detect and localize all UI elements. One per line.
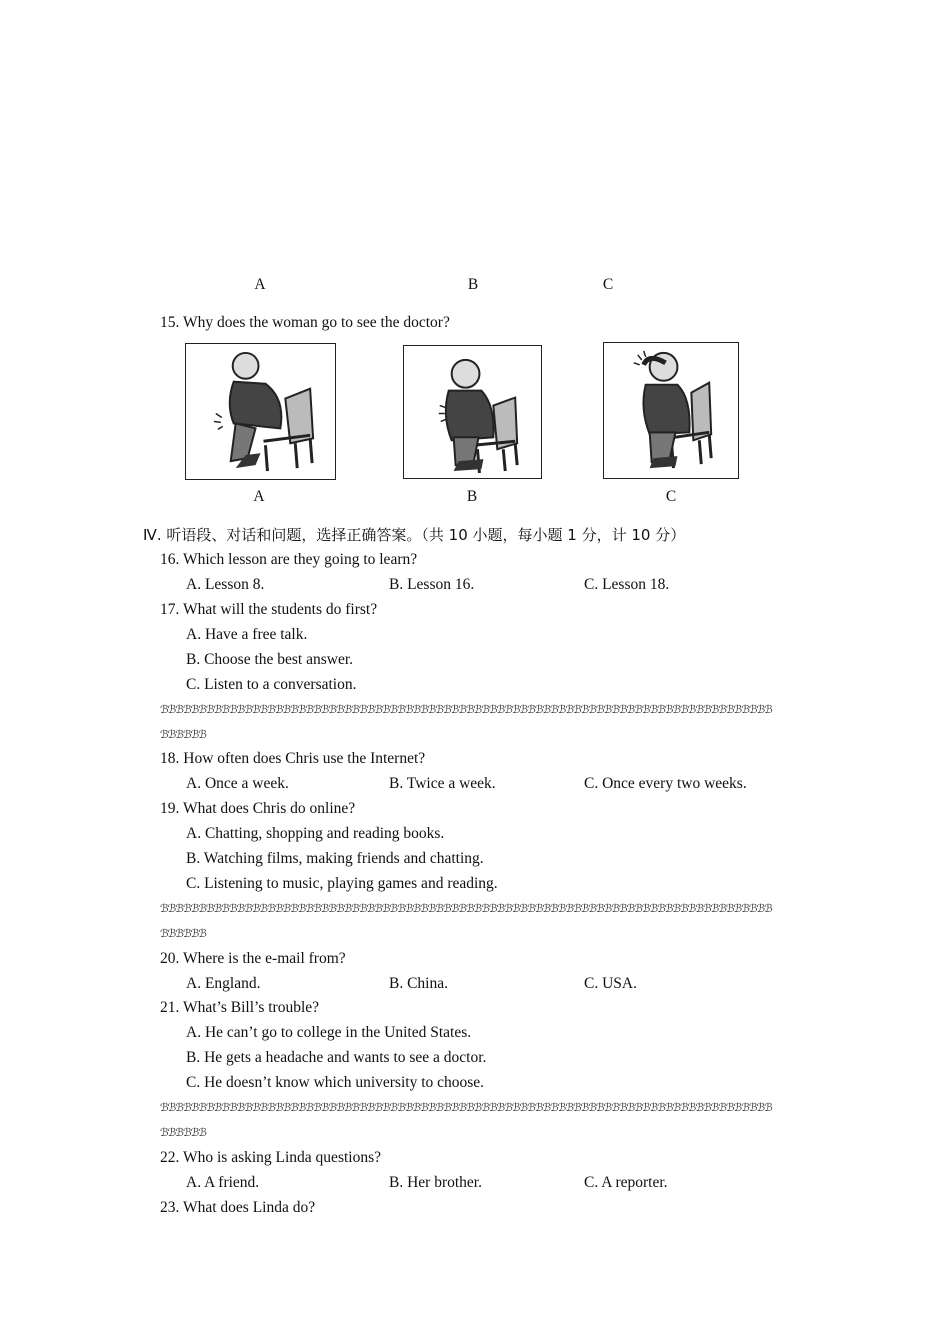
question-18: 18. How often does Chris use the Internet? [160,750,426,767]
option-18-b: B. Twice a week. [389,775,496,792]
option-20-b: B. China. [389,975,448,992]
question-19: 19. What does Chris do online? [160,800,356,817]
option-17-a: A. Have a free talk. [186,626,308,643]
option-17-b: B. Choose the best answer. [186,651,354,668]
separator-line: ℬℬℬℬℬℬℬℬℬℬℬℬℬℬℬℬℬℬℬℬℬℬℬℬℬℬℬℬℬℬℬℬℬℬℬℬℬℬℬℬℬℬℬℬℬℬℬℬℬℬℬℬℬℬℬℬℬℬℬℬℬℬℬℬℬℬℬℬℬℬℬℬℬℬℬℬℬℬℬℬ [160,704,772,716]
top-label-a: A [254,276,266,293]
separator-line-tail: ℬℬℬℬℬℬ [160,1127,206,1139]
option-16-b: B. Lesson 16. [389,576,475,593]
separator-line-tail: ℬℬℬℬℬℬ [160,729,206,741]
woman-knee-pain-icon [185,343,336,480]
option-16-c: C. Lesson 18. [584,576,670,593]
option-20-c: C. USA. [584,975,637,992]
separator-line-tail: ℬℬℬℬℬℬ [160,928,206,940]
section-4-heading: Ⅳ. 听语段、对话和问题，选择正确答案。（共 10 小题，每小题 1 分，计 10 分） [143,526,686,544]
option-21-c: C. He doesn’t know which university to choose. [186,1074,485,1091]
option-19-b: B. Watching films, making friends and chatting. [186,850,484,867]
option-21-a: A. He can’t go to college in the United States. [186,1024,472,1041]
option-22-c: C. A reporter. [584,1174,668,1191]
question-15: 15. Why does the woman go to see the doctor? [160,314,450,331]
question-17: 17. What will the students do first? [160,601,378,618]
option-18-a: A. Once a week. [186,775,289,792]
question-21: 21. What’s Bill’s trouble? [160,999,320,1016]
option-18-c: C. Once every two weeks. [584,775,747,792]
woman-stomach-ache-icon [403,345,542,479]
question-16: 16. Which lesson are they going to learn? [160,551,418,568]
option-17-c: C. Listen to a conversation. [186,676,357,693]
question-22: 22. Who is asking Linda questions? [160,1149,381,1166]
q15-label-a: A [253,488,265,505]
option-19-c: C. Listening to music, playing games and reading. [186,875,498,892]
top-label-c: C [602,276,614,293]
option-16-a: A. Lesson 8. [186,576,265,593]
separator-line: ℬℬℬℬℬℬℬℬℬℬℬℬℬℬℬℬℬℬℬℬℬℬℬℬℬℬℬℬℬℬℬℬℬℬℬℬℬℬℬℬℬℬℬℬℬℬℬℬℬℬℬℬℬℬℬℬℬℬℬℬℬℬℬℬℬℬℬℬℬℬℬℬℬℬℬℬℬℬℬℬ [160,903,772,915]
option-22-a: A. A friend. [186,1174,260,1191]
option-21-b: B. He gets a headache and wants to see a doctor. [186,1049,487,1066]
top-label-b: B [467,276,479,293]
option-22-b: B. Her brother. [389,1174,482,1191]
woman-headache-icon [603,342,739,479]
question-20: 20. Where is the e-mail from? [160,950,346,967]
question-23: 23. What does Linda do? [160,1199,316,1216]
separator-line: ℬℬℬℬℬℬℬℬℬℬℬℬℬℬℬℬℬℬℬℬℬℬℬℬℬℬℬℬℬℬℬℬℬℬℬℬℬℬℬℬℬℬℬℬℬℬℬℬℬℬℬℬℬℬℬℬℬℬℬℬℬℬℬℬℬℬℬℬℬℬℬℬℬℬℬℬℬℬℬℬ [160,1102,772,1114]
option-19-a: A. Chatting, shopping and reading books. [186,825,445,842]
q15-label-b: B [466,488,478,505]
option-20-a: A. England. [186,975,261,992]
q15-label-c: C [665,488,677,505]
